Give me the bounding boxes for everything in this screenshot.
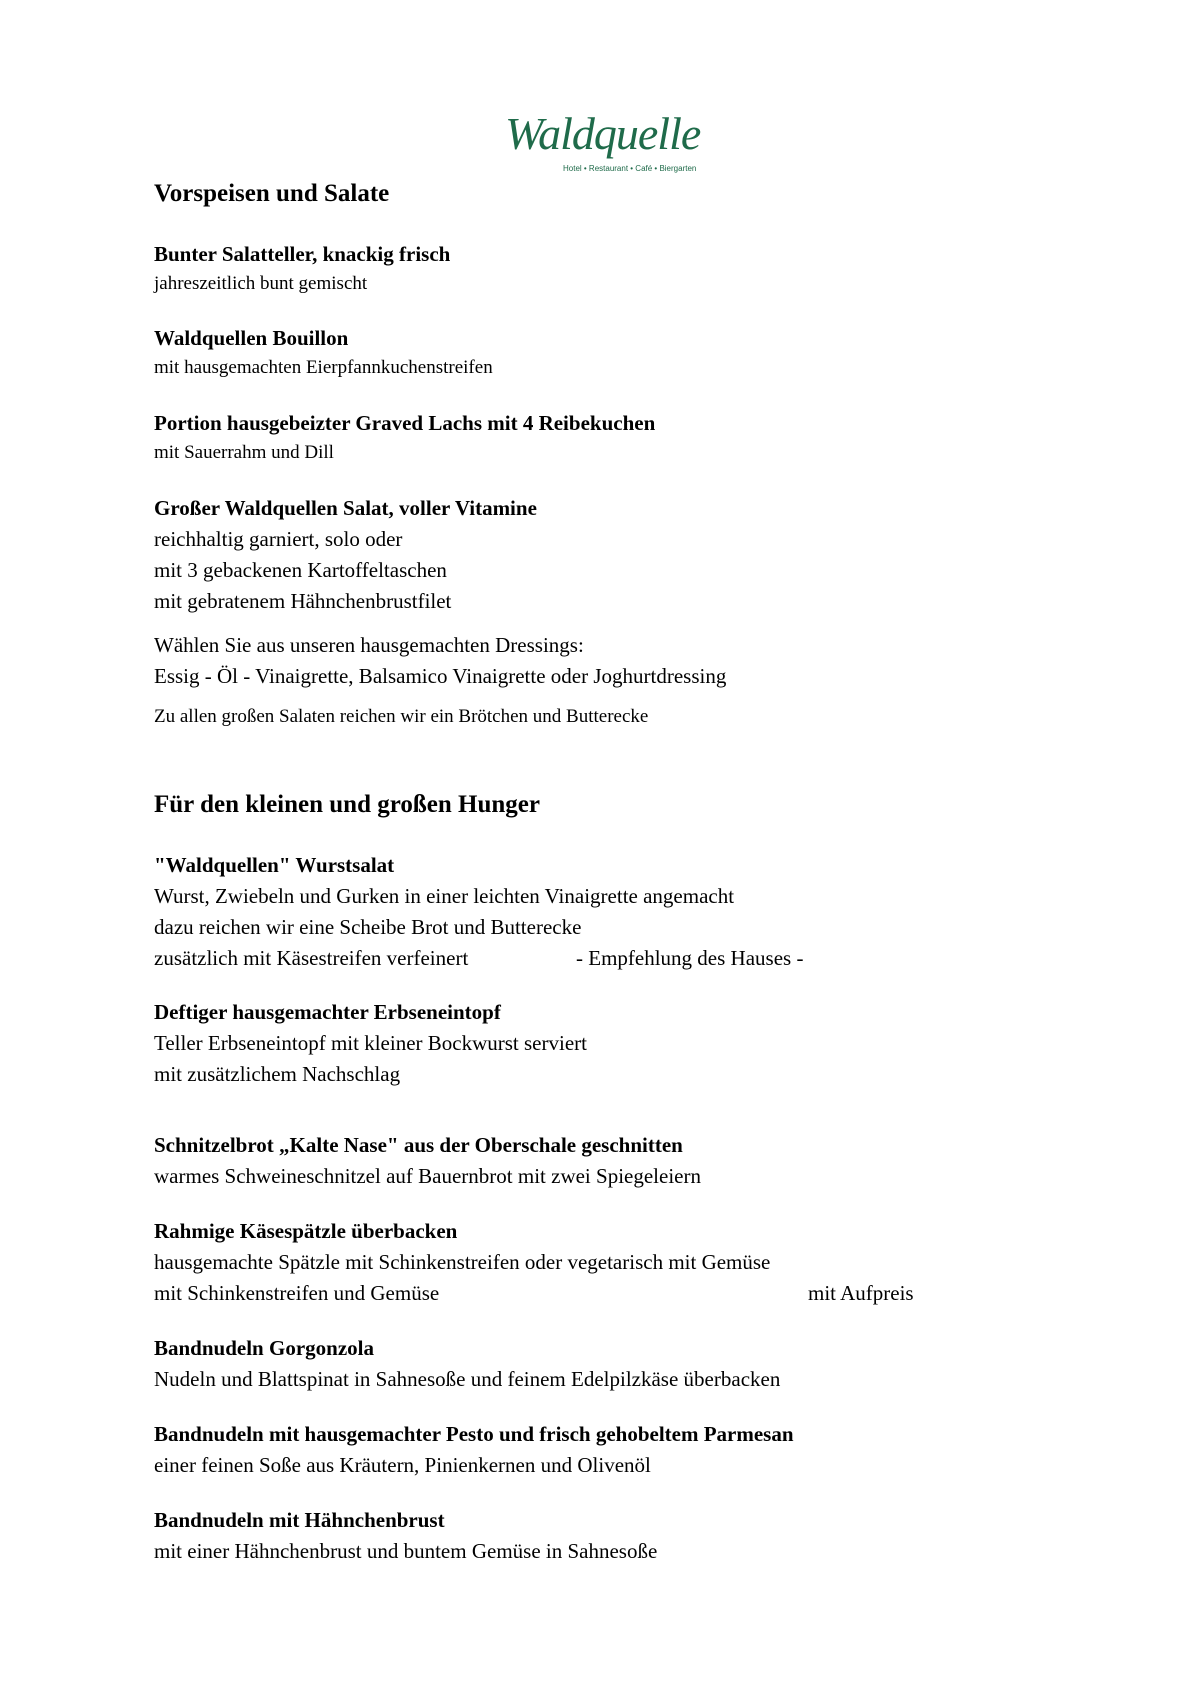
menu-item-desc: mit Sauerrahm und Dill [154, 442, 334, 463]
logo-tagline: Hotel • Restaurant • Café • Biergarten [563, 164, 697, 173]
menu-item-desc: Wurst, Zwiebeln und Gurken in einer leichten Vinaigrette angemacht [154, 884, 735, 908]
menu-item-desc: mit hausgemachten Eierpfannkuchenstreifen [154, 357, 493, 378]
menu-item-name: Schnitzelbrot „Kalte Nase" aus der Oberschale geschnitten [154, 1133, 683, 1157]
menu-item-desc: mit 3 gebackenen Kartoffeltaschen [154, 558, 447, 582]
menu-item-name: Rahmige Käsespätzle überbacken [154, 1219, 458, 1243]
menu-item-name: Großer Waldquellen Salat, voller Vitamine [154, 496, 537, 520]
menu-item-desc: mit zusätzlichem Nachschlag [154, 1062, 401, 1086]
menu-item-desc: dazu reichen wir eine Scheibe Brot und Butterecke [154, 915, 582, 939]
menu-item-desc: mit Schinkenstreifen und Gemüse [154, 1281, 440, 1305]
house-recommendation: - Empfehlung des Hauses - [576, 946, 804, 970]
menu-item-name: Bandnudeln Gorgonzola [154, 1336, 374, 1360]
menu-item-desc: mit einer Hähnchenbrust und buntem Gemüse in Sahnesoße [154, 1539, 658, 1563]
surcharge-note: mit Aufpreis [808, 1281, 914, 1305]
dressing-note: Essig - Öl - Vinaigrette, Balsamico Vinaigrette oder Joghurtdressing [154, 664, 727, 688]
section-title-vorspeisen: Vorspeisen und Salate [154, 180, 390, 207]
section-title-hunger: Für den kleinen und großen Hunger [154, 791, 540, 818]
menu-item-name: Bunter Salatteller, knackig frisch [154, 242, 451, 266]
menu-item-name: Waldquellen Bouillon [154, 326, 349, 350]
menu-item-desc: hausgemachte Spätzle mit Schinkenstreifen oder vegetarisch mit Gemüse [154, 1250, 771, 1274]
menu-item-desc: Nudeln und Blattspinat in Sahnesoße und feinem Edelpilzkäse überbacken [154, 1367, 781, 1391]
menu-item-desc: mit gebratenem Hähnchenbrustfilet [154, 589, 452, 613]
menu-item-name: Bandnudeln mit Hähnchenbrust [154, 1508, 445, 1532]
waldquelle-logo [505, 108, 701, 174]
menu-item-desc: Teller Erbseneintopf mit kleiner Bockwurst serviert [154, 1031, 587, 1055]
menu-item-desc: einer feinen Soße aus Kräutern, Pinienkernen und Olivenöl [154, 1453, 651, 1477]
logo-wordmark: Waldquelle [505, 108, 701, 159]
menu-item-name: Bandnudeln mit hausgemachter Pesto und frisch gehobeltem Parmesan [154, 1422, 794, 1446]
menu-item-desc: zusätzlich mit Käsestreifen verfeinert [154, 946, 469, 970]
menu-item-desc: jahreszeitlich bunt gemischt [154, 273, 368, 294]
menu-item-desc: reichhaltig garniert, solo oder [154, 527, 403, 551]
menu-item-desc: warmes Schweineschnitzel auf Bauernbrot mit zwei Spiegeleiern [154, 1164, 701, 1188]
menu-item-name: Portion hausgebeizter Graved Lachs mit 4 Reibekuchen [154, 411, 656, 435]
menu-item-name: Deftiger hausgemachter Erbseneintopf [154, 1000, 501, 1024]
bread-note: Zu allen großen Salaten reichen wir ein Brötchen und Butterecke [154, 706, 649, 727]
menu-item-name: "Waldquellen" Wurstsalat [154, 853, 395, 877]
dressing-note: Wählen Sie aus unseren hausgemachten Dressings: [154, 633, 584, 657]
